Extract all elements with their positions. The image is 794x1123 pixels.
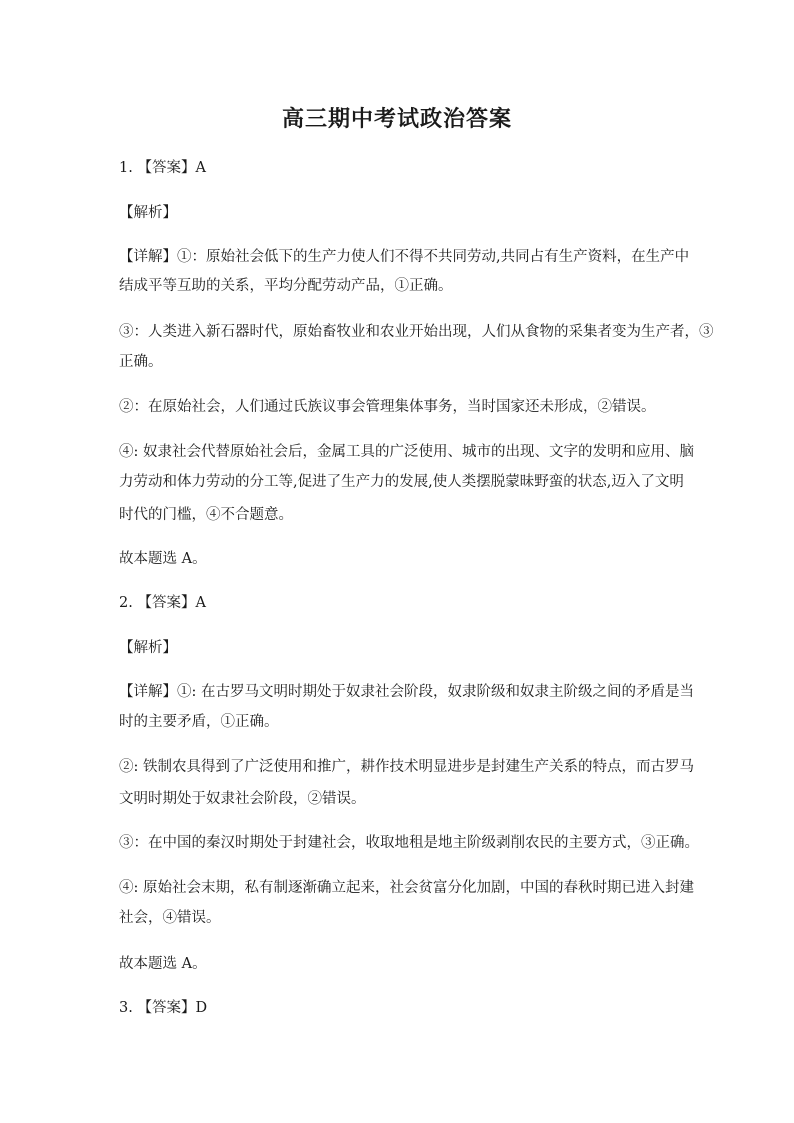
q1-conclusion: 故本题选 A。 <box>119 551 207 567</box>
q2-detail-1a: 【详解】①: 在古罗马文明时期处于奴隶社会阶段，奴隶阶级和奴隶主阶级之间的矛盾是当 <box>119 684 694 700</box>
q1-detail-4a: ④: 奴隶社会代替原始社会后，金属工具的广泛使用、城市的出现、文字的发明和应用、脑 <box>119 444 694 460</box>
q3-answer: 3. 【答案】D <box>119 1000 208 1016</box>
q2-analysis-heading: 【解析】 <box>119 640 177 656</box>
q2-conclusion: 故本题选 A。 <box>119 956 207 972</box>
q2-detail-2a: ②: 铁制农具得到了广泛使用和推广，耕作技术明显进步是封建生产关系的特点，而古罗马 <box>119 759 694 775</box>
q1-detail-1b: 结成平等互助的关系，平均分配劳动产品，①正确。 <box>119 278 453 294</box>
q1-detail-3a: ③：人类进入新石器时代，原始畜牧业和农业开始出现，人们从食物的采集者变为生产者，③ <box>119 324 714 340</box>
q1-detail-1a: 【详解】①：原始社会低下的生产力使人们不得不共同劳动,共同占有生产资料，在生产中 <box>119 249 690 265</box>
q1-detail-4c: 时代的门槛，④不合题意。 <box>119 507 293 523</box>
q2-detail-4a: ④: 原始社会末期，私有制逐渐确立起来，社会贫富分化加剧，中国的春秋时期已进入封建 <box>119 880 694 896</box>
q1-detail-3b: 正确。 <box>119 354 163 370</box>
q2-detail-3: ③：在中国的秦汉时期处于封建社会，收取地租是地主阶级剥削农民的主要方式，③正确。 <box>119 835 699 851</box>
page-title: 高三期中考试政治答案 <box>281 106 512 132</box>
q1-detail-4b: 力劳动和体力劳动的分工等,促进了生产力的发展,使人类摆脱蒙昧野蛮的状态,迈入了文明 <box>119 474 684 490</box>
q2-answer: 2. 【答案】A <box>119 595 206 611</box>
q1-analysis-heading: 【解析】 <box>119 205 177 221</box>
q2-detail-1b: 时的主要矛盾，①正确。 <box>119 714 279 730</box>
q2-detail-2b: 文明时期处于奴隶社会阶段，②错误。 <box>119 791 366 807</box>
q1-answer: 1. 【答案】A <box>119 160 206 176</box>
q1-detail-2: ②：在原始社会，人们通过氏族议事会管理集体事务，当时国家还未形成，②错误。 <box>119 399 656 415</box>
q2-detail-4b: 社会，④错误。 <box>119 910 221 926</box>
